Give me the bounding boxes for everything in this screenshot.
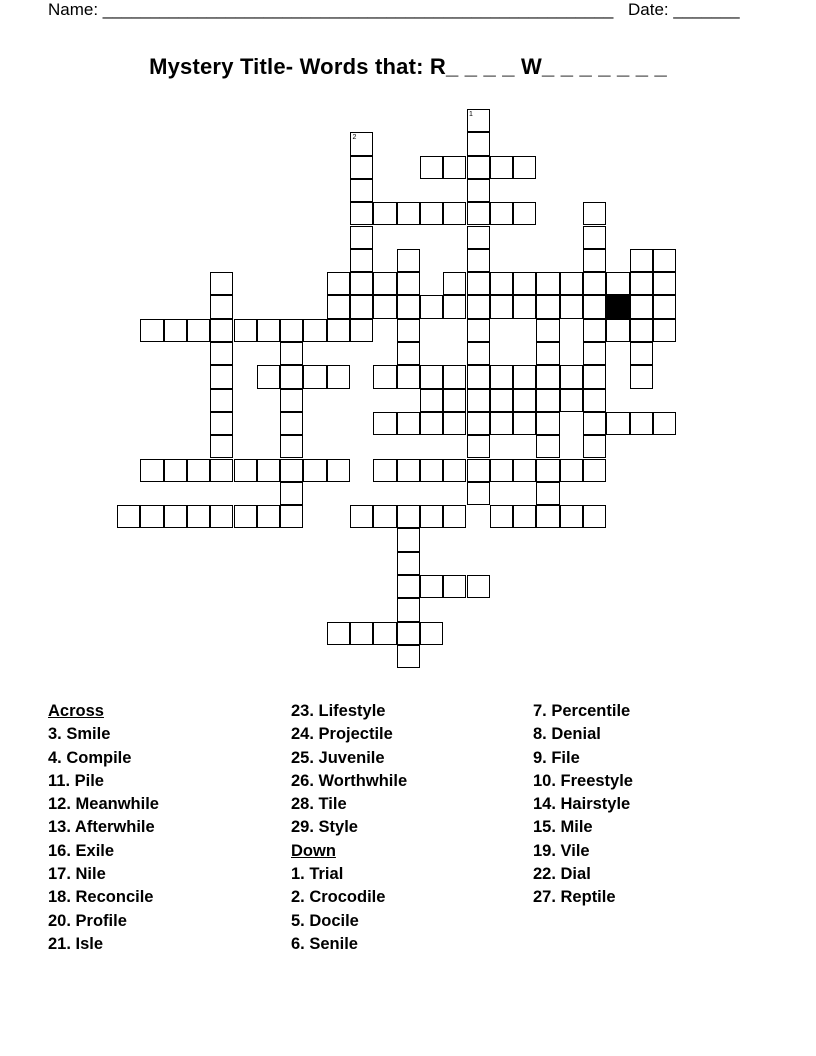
crossword-cell[interactable] [630,295,653,318]
crossword-cell[interactable] [583,365,606,388]
clue-item: 2. Crocodile [291,888,386,907]
crossword-cell[interactable] [397,412,420,435]
crossword-cell[interactable] [536,365,559,388]
crossword-cell[interactable] [583,412,606,435]
crossword-cell[interactable] [210,342,233,365]
crossword-cell[interactable] [560,365,583,388]
clue-number: 1 [469,111,473,118]
clue-item: 5. Docile [291,911,359,930]
crossword-cell[interactable] [583,272,606,295]
crossword-cell[interactable] [653,319,676,342]
crossword-cell[interactable] [653,295,676,318]
clue-item: 18. Reconcile [48,888,154,907]
crossword-cell[interactable] [210,435,233,458]
crossword-cell[interactable] [140,505,163,528]
crossword-cell[interactable] [490,365,513,388]
clue-item: 19. Vile [533,841,590,860]
crossword-cell[interactable] [397,552,420,575]
crossword-cell[interactable] [490,202,513,225]
crossword-cell[interactable] [280,342,303,365]
crossword-cell[interactable] [560,505,583,528]
crossword-cell[interactable] [187,319,210,342]
down-heading: Down [291,841,336,860]
crossword-cell[interactable] [467,202,490,225]
crossword-cell[interactable] [397,319,420,342]
crossword-cell[interactable] [560,272,583,295]
crossword-cell[interactable] [397,342,420,365]
clue-item: 25. Juvenile [291,748,385,767]
crossword-cell[interactable] [373,459,396,482]
crossword-cell[interactable] [583,459,606,482]
clue-item: 20. Profile [48,911,127,930]
crossword-cell[interactable] [373,505,396,528]
crossword-cell[interactable] [467,295,490,318]
crossword-cell[interactable] [536,412,559,435]
clue-item: 4. Compile [48,748,132,767]
clue-item: 27. Reptile [533,888,616,907]
crossword-cell[interactable] [513,389,536,412]
crossword-cell[interactable] [630,272,653,295]
crossword-cell[interactable] [653,412,676,435]
clue-number: 2 [352,134,357,142]
crossword-cell[interactable] [536,342,559,365]
crossword-cell[interactable] [373,622,396,645]
crossword-cell[interactable] [234,319,257,342]
crossword-cell[interactable] [210,505,233,528]
crossword-cell[interactable] [443,575,466,598]
crossword-cell[interactable] [303,319,326,342]
crossword-cell[interactable] [397,295,420,318]
clue-item: 17. Nile [48,865,106,884]
crossword-cell[interactable] [536,482,559,505]
crossword-cell[interactable] [443,156,466,179]
crossword-cell[interactable] [420,505,443,528]
crossword-cell[interactable] [420,389,443,412]
crossword-cell[interactable] [443,295,466,318]
crossword-cell[interactable] [467,226,490,249]
crossword-cell[interactable] [467,459,490,482]
crossword-cell[interactable] [350,249,373,272]
crossword-cell[interactable] [397,365,420,388]
crossword-cell[interactable] [536,505,559,528]
crossword-cell[interactable] [443,272,466,295]
crossword-cell[interactable] [467,272,490,295]
clues-column-1 [48,700,159,956]
crossword-cell[interactable] [513,272,536,295]
crossword-cell[interactable] [467,342,490,365]
clue-item: 9. File [533,748,580,767]
crossword-cell[interactable] [420,575,443,598]
crossword-cell[interactable] [467,575,490,598]
crossword-cell[interactable] [327,365,350,388]
crossword-cell[interactable] [397,505,420,528]
crossword-cell[interactable] [513,202,536,225]
puzzle-title: Mystery Title- Words that: R_ _ _ _ W_ _ _ _ _ _ _ [149,54,667,79]
clue-item: 22. Dial [533,865,591,884]
crossword-cell[interactable] [490,412,513,435]
name-line[interactable]: Name: ______________________________________________________ [48,0,614,19]
crossword-cell[interactable] [420,459,443,482]
crossword-cell[interactable] [187,505,210,528]
crossword-cell[interactable] [257,319,280,342]
clues-column-2 [291,700,407,956]
crossword-cell[interactable] [443,202,466,225]
clues-column-3 [533,700,633,910]
crossword-cell[interactable] [350,505,373,528]
crossword-cell[interactable] [327,319,350,342]
crossword-cell[interactable] [583,505,606,528]
crossword-cell[interactable] [513,412,536,435]
crossword-cell[interactable] [350,156,373,179]
crossword-cell[interactable] [373,272,396,295]
crossword-cell[interactable] [443,365,466,388]
crossword-cell[interactable] [606,319,629,342]
clue-item: 8. Denial [533,725,601,744]
crossword-cell[interactable] [350,295,373,318]
crossword-cell[interactable] [513,505,536,528]
crossword-cell[interactable] [560,389,583,412]
clue-item: 29. Style [291,818,358,837]
crossword-cell[interactable] [210,272,233,295]
crossword-cell[interactable] [467,412,490,435]
clue-item: 11. Pile [48,771,104,790]
crossword-cell[interactable] [117,505,140,528]
crossword-cell[interactable] [350,622,373,645]
crossword-cell[interactable] [443,459,466,482]
crossword-cell[interactable] [210,295,233,318]
crossword-cell[interactable] [467,249,490,272]
crossword-cell[interactable] [443,412,466,435]
crossword-cell[interactable] [350,272,373,295]
clue-item: 16. Exile [48,841,115,860]
crossword-cell[interactable] [467,109,490,132]
crossword-cell[interactable] [490,389,513,412]
crossword-cell[interactable] [397,202,420,225]
crossword-cell[interactable] [234,459,257,482]
crossword-cell[interactable] [583,295,606,318]
crossword-cell[interactable] [210,412,233,435]
crossword-cell[interactable] [210,459,233,482]
crossword-cell[interactable] [210,365,233,388]
crossword-cell[interactable] [420,365,443,388]
clue-item: 7. Percentile [533,702,631,720]
crossword-cell[interactable] [513,459,536,482]
crossword-cell[interactable] [280,482,303,505]
crossword-cell[interactable] [257,459,280,482]
crossword-cell[interactable] [373,412,396,435]
crossword-cell[interactable] [536,319,559,342]
crossword-cell[interactable] [210,389,233,412]
crossword-cell[interactable] [583,249,606,272]
crossword-cell[interactable] [257,365,280,388]
crossword-cell[interactable] [187,459,210,482]
crossword-cell[interactable] [583,342,606,365]
clue-item: 21. Isle [48,934,104,953]
crossword-cell[interactable] [630,342,653,365]
clue-item: 10. Freestyle [533,771,633,790]
crossword-cell[interactable] [280,435,303,458]
crossword-cell[interactable] [373,365,396,388]
clue-item: 14. Hairstyle [533,795,631,814]
crossword-cell[interactable] [583,435,606,458]
clue-item: 23. Lifestyle [291,702,386,720]
crossword-cell[interactable] [513,156,536,179]
crossword-cell[interactable] [490,505,513,528]
crossword-cell[interactable] [327,295,350,318]
clue-item: 15. Mile [533,818,593,837]
crossword-cell[interactable] [397,459,420,482]
crossword-cell[interactable] [164,319,187,342]
crossword-cell[interactable] [397,528,420,551]
date-line[interactable]: Date: _______ [628,0,740,19]
crossword-cell[interactable] [280,389,303,412]
crossword-cell[interactable] [350,319,373,342]
crossword-cell[interactable] [583,202,606,225]
crossword-cell[interactable] [350,179,373,202]
crossword-cell[interactable] [583,319,606,342]
crossword-cell[interactable] [373,202,396,225]
crossword-cell[interactable] [164,505,187,528]
crossword-cell[interactable] [397,272,420,295]
crossword-cell[interactable] [257,505,280,528]
crossword-cell[interactable] [303,459,326,482]
crossword-cell[interactable] [397,645,420,668]
crossword-cell[interactable] [327,622,350,645]
crossword-cell[interactable] [536,459,559,482]
crossword-cell[interactable] [630,412,653,435]
crossword-cell[interactable] [467,156,490,179]
crossword-cell[interactable] [490,272,513,295]
clue-item: 13. Afterwhile [48,818,155,837]
crossword-cell[interactable] [420,156,443,179]
crossword-cell[interactable] [467,179,490,202]
crossword-cell[interactable] [420,622,443,645]
crossword-cell[interactable] [630,249,653,272]
crossword-cell[interactable] [513,295,536,318]
crossword-cell[interactable] [420,412,443,435]
crossword-cell[interactable] [280,412,303,435]
clue-item: 24. Projectile [291,725,393,744]
crossword-cell[interactable] [513,365,536,388]
clue-item: 3. Smile [48,725,111,744]
crossword-cell[interactable] [397,598,420,621]
crossword-cell[interactable] [536,272,559,295]
crossword-cell[interactable] [653,272,676,295]
crossword-cell[interactable] [397,622,420,645]
crossword-cell[interactable] [490,459,513,482]
crossword-cell[interactable] [140,319,163,342]
crossword-cell[interactable] [350,202,373,225]
crossword-cell[interactable] [536,435,559,458]
crossword-cell[interactable] [350,132,373,155]
crossword-cell[interactable] [420,202,443,225]
crossword-cell[interactable] [490,156,513,179]
crossword-cell[interactable] [373,295,396,318]
crossword-cell[interactable] [467,319,490,342]
crossword-cell[interactable] [467,365,490,388]
crossword-cell[interactable] [443,389,466,412]
crossword-cell[interactable] [560,295,583,318]
crossword-cell[interactable] [653,249,676,272]
crossword-cell[interactable] [630,319,653,342]
crossword-cell[interactable] [397,575,420,598]
crossword-cell[interactable] [234,505,257,528]
clue-item: 28. Tile [291,795,347,814]
crossword-cell[interactable] [467,132,490,155]
crossword-cell[interactable] [280,505,303,528]
clue-item: 12. Meanwhile [48,795,159,814]
crossword-cell[interactable] [606,272,629,295]
crossword-cell[interactable] [467,482,490,505]
crossword-cell[interactable] [536,295,559,318]
crossword-cell[interactable] [327,272,350,295]
crossword-cell[interactable] [327,459,350,482]
crossword-cell[interactable] [280,459,303,482]
crossword-cell[interactable] [490,295,513,318]
crossword-cell[interactable] [606,412,629,435]
crossword-cell[interactable] [280,365,303,388]
clue-item: 6. Senile [291,934,358,953]
across-heading: Across [48,702,104,720]
crossword-cell[interactable] [420,295,443,318]
clue-item: 26. Worthwhile [291,771,408,790]
crossword-cell[interactable] [583,389,606,412]
crossword-cell[interactable] [303,365,326,388]
crossword-cell[interactable] [140,459,163,482]
crossword-cell[interactable] [164,459,187,482]
clue-item: 1. Trial [291,865,344,884]
crossword-cell[interactable] [397,249,420,272]
crossword-cell[interactable] [467,435,490,458]
black-cell [606,295,629,318]
crossword-cell[interactable] [467,389,490,412]
crossword-cell[interactable] [350,226,373,249]
crossword-cell[interactable] [560,459,583,482]
crossword-cell[interactable] [630,365,653,388]
crossword-cell[interactable] [583,226,606,249]
crossword-cell[interactable] [280,319,303,342]
crossword-cell[interactable] [443,505,466,528]
crossword-cell[interactable] [210,319,233,342]
crossword-cell[interactable] [536,389,559,412]
